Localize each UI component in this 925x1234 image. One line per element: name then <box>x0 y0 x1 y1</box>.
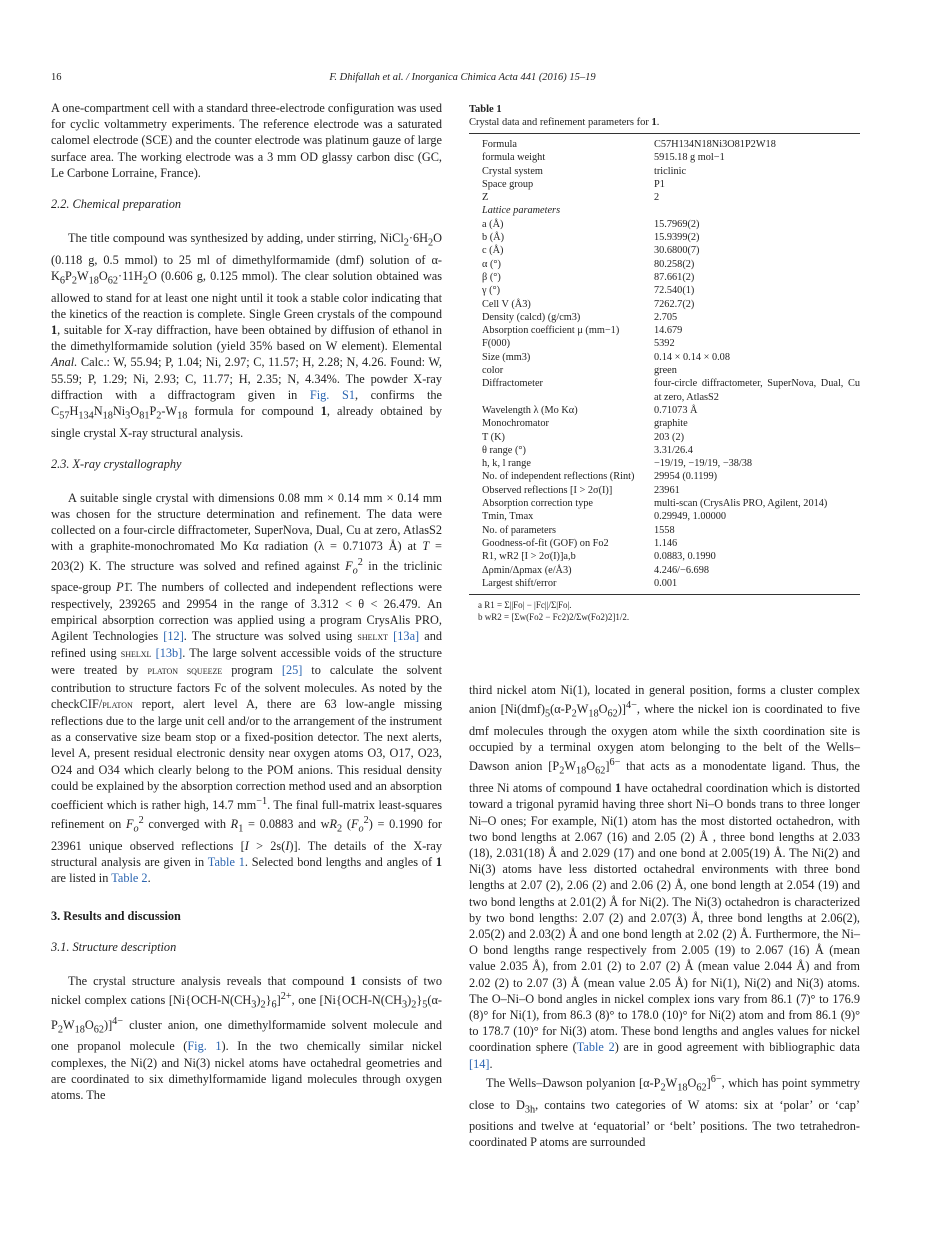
table-row-label: α (°) <box>482 258 501 270</box>
table-2-link-right[interactable]: Table 2 <box>576 1040 615 1055</box>
table-row <box>469 244 860 257</box>
right-column <box>469 682 860 1151</box>
table-row <box>469 377 860 404</box>
table-row-label: Δρmin/Δρmax (e/Å3) <box>482 564 572 576</box>
table-row <box>469 298 860 311</box>
ref-13b-link[interactable]: [13b] <box>155 646 183 661</box>
table-row-label: Tmin, Tmax <box>482 511 534 523</box>
table-row <box>469 564 860 577</box>
table-row-label: T (K) <box>482 431 505 443</box>
running-header: F. Dhifallah et al. / Inorganica Chimica Acta 441 (2016) 15–19 <box>329 72 596 83</box>
section-3-1-heading: 3.1. Structure description <box>51 939 177 954</box>
table-row-value: 1.146 <box>654 537 678 549</box>
table-row-value: 15.7969(2) <box>654 218 700 230</box>
table-row <box>469 470 860 483</box>
table-row <box>469 417 860 430</box>
table-row <box>469 457 860 470</box>
table-row-label: Lattice parameters <box>482 205 561 217</box>
table-row-value: 5392 <box>654 338 675 350</box>
table-row-value: four-circle diffractometer, SuperNova, Dual, Cu at zero, AtlasS2 <box>654 378 860 403</box>
left-column <box>51 100 442 1103</box>
table-row-value: green <box>654 365 677 377</box>
table-row-value: 3.31/26.4 <box>654 444 693 456</box>
table-row-value: graphite <box>654 418 688 430</box>
table-row-value: 23961 <box>654 484 680 496</box>
table-row-value: C57H134N18Ni3O81P2W18 <box>654 139 776 150</box>
page-number: 16 <box>51 72 62 83</box>
intro-paragraph: A one-compartment cell with a standard three-electrode configuration was used for cyclic voltammetry experiments. The reference electrode was a saturated calomel electrode (SCE) and the counter electrode was platinum gauze of large surface area. The working electrode was a 3 mm OD glassy carbon disc (GC, Le Carbone Lorraine, France). <box>51 101 442 180</box>
table-row <box>469 537 860 550</box>
table-row-label: color <box>482 365 504 377</box>
table-row-value: 80.258(2) <box>654 258 695 270</box>
section-3-heading: 3. Results and discussion <box>51 908 181 923</box>
table-row-label: Cell V (Å3) <box>482 298 531 310</box>
table-caption: Crystal data and refinement parameters for 1. <box>469 117 660 128</box>
table-row-label: Wavelength λ (Mo Kα) <box>482 404 578 416</box>
table-1-link[interactable]: Table 1 <box>207 855 245 870</box>
table-row-value: 1558 <box>654 524 675 536</box>
table-row <box>469 324 860 337</box>
table-row-value: 15.9399(2) <box>654 232 700 244</box>
table-row-label: Formula <box>482 139 517 150</box>
table-row <box>469 258 860 271</box>
table-row-label: R1, wR2 [I > 2σ(I)]a,b <box>482 551 576 563</box>
table-row-label: a (Å) <box>482 218 504 230</box>
table-row <box>469 311 860 324</box>
table-row-value: multi-scan (CrysAlis PRO, Agilent, 2014) <box>654 498 828 510</box>
table-row-value: 203 (2) <box>654 431 685 443</box>
table-row-value: 0.29949, 1.00000 <box>654 511 727 523</box>
ref-13a-link[interactable]: [13a] <box>393 628 420 643</box>
table-row-label: β (°) <box>482 271 501 283</box>
table-row-label: No. of independent reflections (Rint) <box>482 471 635 483</box>
table-row-value: 0.14 × 0.14 × 0.08 <box>654 351 730 363</box>
table-row-label: γ (°) <box>482 285 501 297</box>
nickel-coordination-paragraph: third nickel atom Ni(1), located in general position, forms a cluster complex anion $[Ni(dmf)_5(\alpha-P_2W_{18}O_{62})]^{4-}$, where the nickel ion is coordinated to five dmf molecules through the oxygen atom while the sixth coordination site is occupied by a terminal oxygen atom belonging to the belt of the Wells–Dawson anion $[P_2W_{18}O_{62}]^{6-}$ that acts as a monodentate ligand. Thus, the three Ni atoms of compound 1 have octahedral coordination which is distorted toward a trigonal pyramid having three short Ni–O bonds trans to three longer Ni–O ones; For example, Ni(1) atom has the most distorted octahedron, with two bond lengths at 2.067 (16) and 2.05 (2) Å , three bond lengths at 2.033 (18), 2.031(18) Å and 2.029 (17) and one bond at 2.005(19) Å. The Ni(2) and Ni(3) atoms have less distorted octahedral environments with three bond lengths at 2.07 (2), 2.06 (2) and 2.06 (2) Å, one bond length at 2.054 (19) and two bond lengths at 2.01(2) Å for Ni(2). The Ni(3) octahedron is characterized by two bond lengths: 2.07 (2) and 2.07(3) Å, three bond lengths at 2.06(2), 2.05(2) and 2.03(2) Å and one bond length at 2.02 (2) Å. Furthermore, the Ni–O bond lengths range respectively from 2.005 (19) to 2.067 (16) Å (mean value 2.035 Å), from 2.01 (2) to 2.07 (2) Å (mean value 2.044 Å) and from 2.02 (2) to 2.07 (3) Å (mean value 2.05 Å) for Ni(1), Ni(2) and Ni(3) atoms. The O–Ni–O bond angles in nickel complex ions vary from 86.1 (7)° to 176.9 (8)° for Ni(1), from 86.3 (8)° to 178.0 (10)° for Ni(2) atom and from 86.1 (9)° to 178.7 (10)° for Ni(3) atom. These bond lengths and angles values for nickel coordination sphere (Table 2) are in good agreement with bibliographic data [14]. <box>469 683 860 1071</box>
table-row-label: Absorption coefficient μ (mm−1) <box>482 325 620 337</box>
table-row-value: 2 <box>654 192 660 204</box>
table-row <box>469 497 860 510</box>
ref-25-link[interactable]: [25] <box>281 663 303 678</box>
table-row-label: b (Å) <box>482 232 505 244</box>
table-row-label: No. of parameters <box>482 524 557 536</box>
table-label: Table 1 <box>469 104 502 115</box>
table-row-value: 5915.18 g mol−1 <box>654 152 725 164</box>
table-row <box>469 404 860 417</box>
chemical-preparation-paragraph: The title compound was synthesized by adding, under stirring, $NiCl_2\cdot 6H_2O$ (0.118 g, 0.5 mmol) to 25 ml of dimethylformamide (dmf) solution of $\alpha-K_6P_2W_{18}O_{62}\cdot 11H_2O$ (0.606 g, 0.125 mmol). The clear solution obtained was allowed to stand for at least one night until it took a stable color indicating that the kinetics of the reaction is complete. Single Green crystals of the compound 1, suitable for X-ray diffraction, have been obtained by diffusion of ethanol in the dimethylformamide solution (yield 35% based on W element). Elemental Anal. Calc.: W, 55.94; P, 1.04; Ni, 2.97; C, 11.57; H, 2.28; N, 4.26. Found: W, 55.59; P, 1.29; Ni, 2.93; C, 11.77; H, 2.35; N, 4.34%. The powder X-ray diffraction with a diffractogram given in Fig. S1, confirms the $C_{57}H_{134}N_{18}Ni_3O_{81}P_2-W_{18}$ formula for compound 1, already obtained by single crystal X-ray structural analysis. <box>51 231 442 440</box>
table-row-label: Diffractometer <box>482 378 543 390</box>
table-row-label: formula weight <box>482 152 546 164</box>
table-row-label: Crystal system <box>482 165 543 177</box>
table-row <box>469 284 860 297</box>
table-row <box>469 351 860 364</box>
table-row-value: 87.661(2) <box>654 271 695 283</box>
table-row-value: 2.705 <box>654 311 678 323</box>
table-row <box>469 444 860 457</box>
fig-1-link[interactable]: Fig. 1 <box>187 1039 222 1054</box>
table-row-value <box>654 204 860 217</box>
table-row-label: Largest shift/error <box>482 577 557 589</box>
table-row-value: P1 <box>654 178 665 190</box>
structure-description-paragraph: The crystal structure analysis reveals that compound 1 consists of two nickel complex cations $[Ni\{OCH-N(CH_3)_2\}_6]^{2+}$, one $[Ni\{OCH-N(CH_3)_2\}_5(\alpha-P_2W_{18}O_{62})]^{4-}$ cluster anion, one dimethylformamide solvent molecule and one propanol molecule (Fig. 1). In the two chemically similar nickel complexes, the Ni(2) and Ni(3) nickel atoms have octahedral geometries and are coordinated to six dimethylformamide ligand molecules through oxygen atoms. The <box>51 973 442 1102</box>
table-row <box>469 138 860 151</box>
table-row-value: 0.71073 Å <box>654 404 698 416</box>
table-row-label: Density (calcd) (g/cm3) <box>482 311 581 323</box>
wells-dawson-paragraph: The Wells–Dawson polyanion $[\alpha-P_2W_{18}O_{62}]^{6-}$, which has point symmetry close to $D_{3h}$, contains two categories of W atoms: six at ‘polar’ or ‘cap’ positions and twelve at ‘equatorial’ or ‘belt’ positions. The two tetrahedron-coordinated P atoms are surrounded <box>469 1073 861 1150</box>
footnote-b: b wR2 = [Σw(Fo2 − Fc2)2/Σw(Fo2)2]1/2. <box>478 612 630 623</box>
table-row-label: F(000) <box>482 338 511 350</box>
table-row <box>469 510 860 523</box>
section-2-3-heading: 2.3. X-ray crystallography <box>51 456 182 471</box>
table-1 <box>469 104 860 623</box>
table-row <box>469 218 860 231</box>
table-row <box>469 337 860 350</box>
table-row <box>469 577 860 590</box>
table-row <box>469 231 860 244</box>
table-row-label: Z <box>482 192 489 204</box>
xray-crystallography-paragraph: A suitable single crystal with dimensions 0.08 mm × 0.14 mm × 0.14 mm was chosen for the structure determination and refinement. The data were collected on a four-circle diffractometer, SuperNova, Dual, Cu at zero, AtlasS2 with a graphite-monochromated Mo Kα radiation (λ = 0.71073 Å) at T = 203(2) K. The structure was solved and refined against $F_o^2$ in the triclinic space-group P1̄. The numbers of collected and independent reflections were respectively, 239265 and 29954 in the range of 3.312 < θ < 26.479. An empirical absorption correction was applied using a program CrysAlis PRO, Agilent Technologies [12]. The structure was solved using shelxt [13a] and refined using shelxl [13b]. The large solvent accessible voids of the structure were treated by platon squeeze program [25] to calculate the solvent contribution to structure factors Fc of the solvent molecules. As noted by the checkCIF/platon report, alert level A, there are 63 low-angle missing reflections due to the large unit cell and/or to the arrangement of the instrument as a conservative size beam stop or a fixed-position detector. The next alerts, level A, present residual electronic density near oxygen atoms O3, O17, O23, O24 and O34 which clearly belong to the POM anions. This residual density could be explained by the absorption correction method used and an absorption coefficient which is rather high, 14.7 $mm^{-1}$. The final full-matrix least-squares refinement on $F_o^2$ converged with $R_1 = 0.0883$ and $wR_2$ $(F_o^2) = 0.1990$ for 23961 unique observed reflections [I > 2s(I)]. The details of the X-ray structural analysis are given in Table 1. Selected bond lengths and angles of 1 are listed in Table 2. <box>51 490 443 886</box>
table-row-value: 7262.7(2) <box>654 298 695 310</box>
table-row-value: 72.540(1) <box>654 285 695 297</box>
table-row-label: Monochromator <box>482 418 549 430</box>
table-row <box>469 550 860 563</box>
table-row-value: 0.001 <box>654 577 678 589</box>
table-row-label: c (Å) <box>482 245 504 257</box>
table-row-label: Observed reflections [I > 2σ(I)] <box>482 484 613 496</box>
table-row-value: 30.6800(7) <box>654 245 700 257</box>
section-2-2-heading: 2.2. Chemical preparation <box>51 197 182 212</box>
table-row-label: Absorption correction type <box>482 498 593 510</box>
table-body <box>469 138 860 590</box>
fig-s1-link[interactable]: Fig. S1 <box>309 387 355 402</box>
table-row-value: 29954 (0.1199) <box>654 471 718 483</box>
table-row-value: −19/19, −19/19, −38/38 <box>654 458 753 470</box>
table-row <box>469 178 860 191</box>
table-2-link[interactable]: Table 2 <box>111 871 148 886</box>
table-row <box>469 204 860 217</box>
table-row-value: 4.246/−6.698 <box>654 564 710 576</box>
footnote-a: a R1 = Σ||Fo| − |Fc||/Σ|Fo|. <box>478 600 572 611</box>
table-row <box>469 271 860 284</box>
table-row <box>469 151 860 164</box>
table-row-label: Space group <box>482 178 534 190</box>
table-row <box>469 431 860 444</box>
table-bottom-rule <box>469 594 860 595</box>
table-row-value: 14.679 <box>654 325 683 337</box>
table-row <box>469 364 860 377</box>
table-row <box>469 191 860 204</box>
table-top-rule <box>469 133 860 134</box>
table-row-value: triclinic <box>654 165 687 177</box>
table-row-label: θ range (°) <box>482 444 526 456</box>
ref-14-link[interactable]: [14] <box>469 1056 490 1071</box>
table-row-value: 0.0883, 0.1990 <box>654 551 716 563</box>
table-row <box>469 484 860 497</box>
table-footnotes <box>469 599 860 623</box>
table-row <box>469 165 860 178</box>
table-row-label: Goodness-of-fit (GOF) on Fo2 <box>482 537 609 549</box>
table-row-label: h, k, l range <box>482 458 531 470</box>
table-row-label: Size (mm3) <box>482 351 531 363</box>
table-row <box>469 524 860 537</box>
ref-12-link[interactable]: [12] <box>163 628 184 643</box>
